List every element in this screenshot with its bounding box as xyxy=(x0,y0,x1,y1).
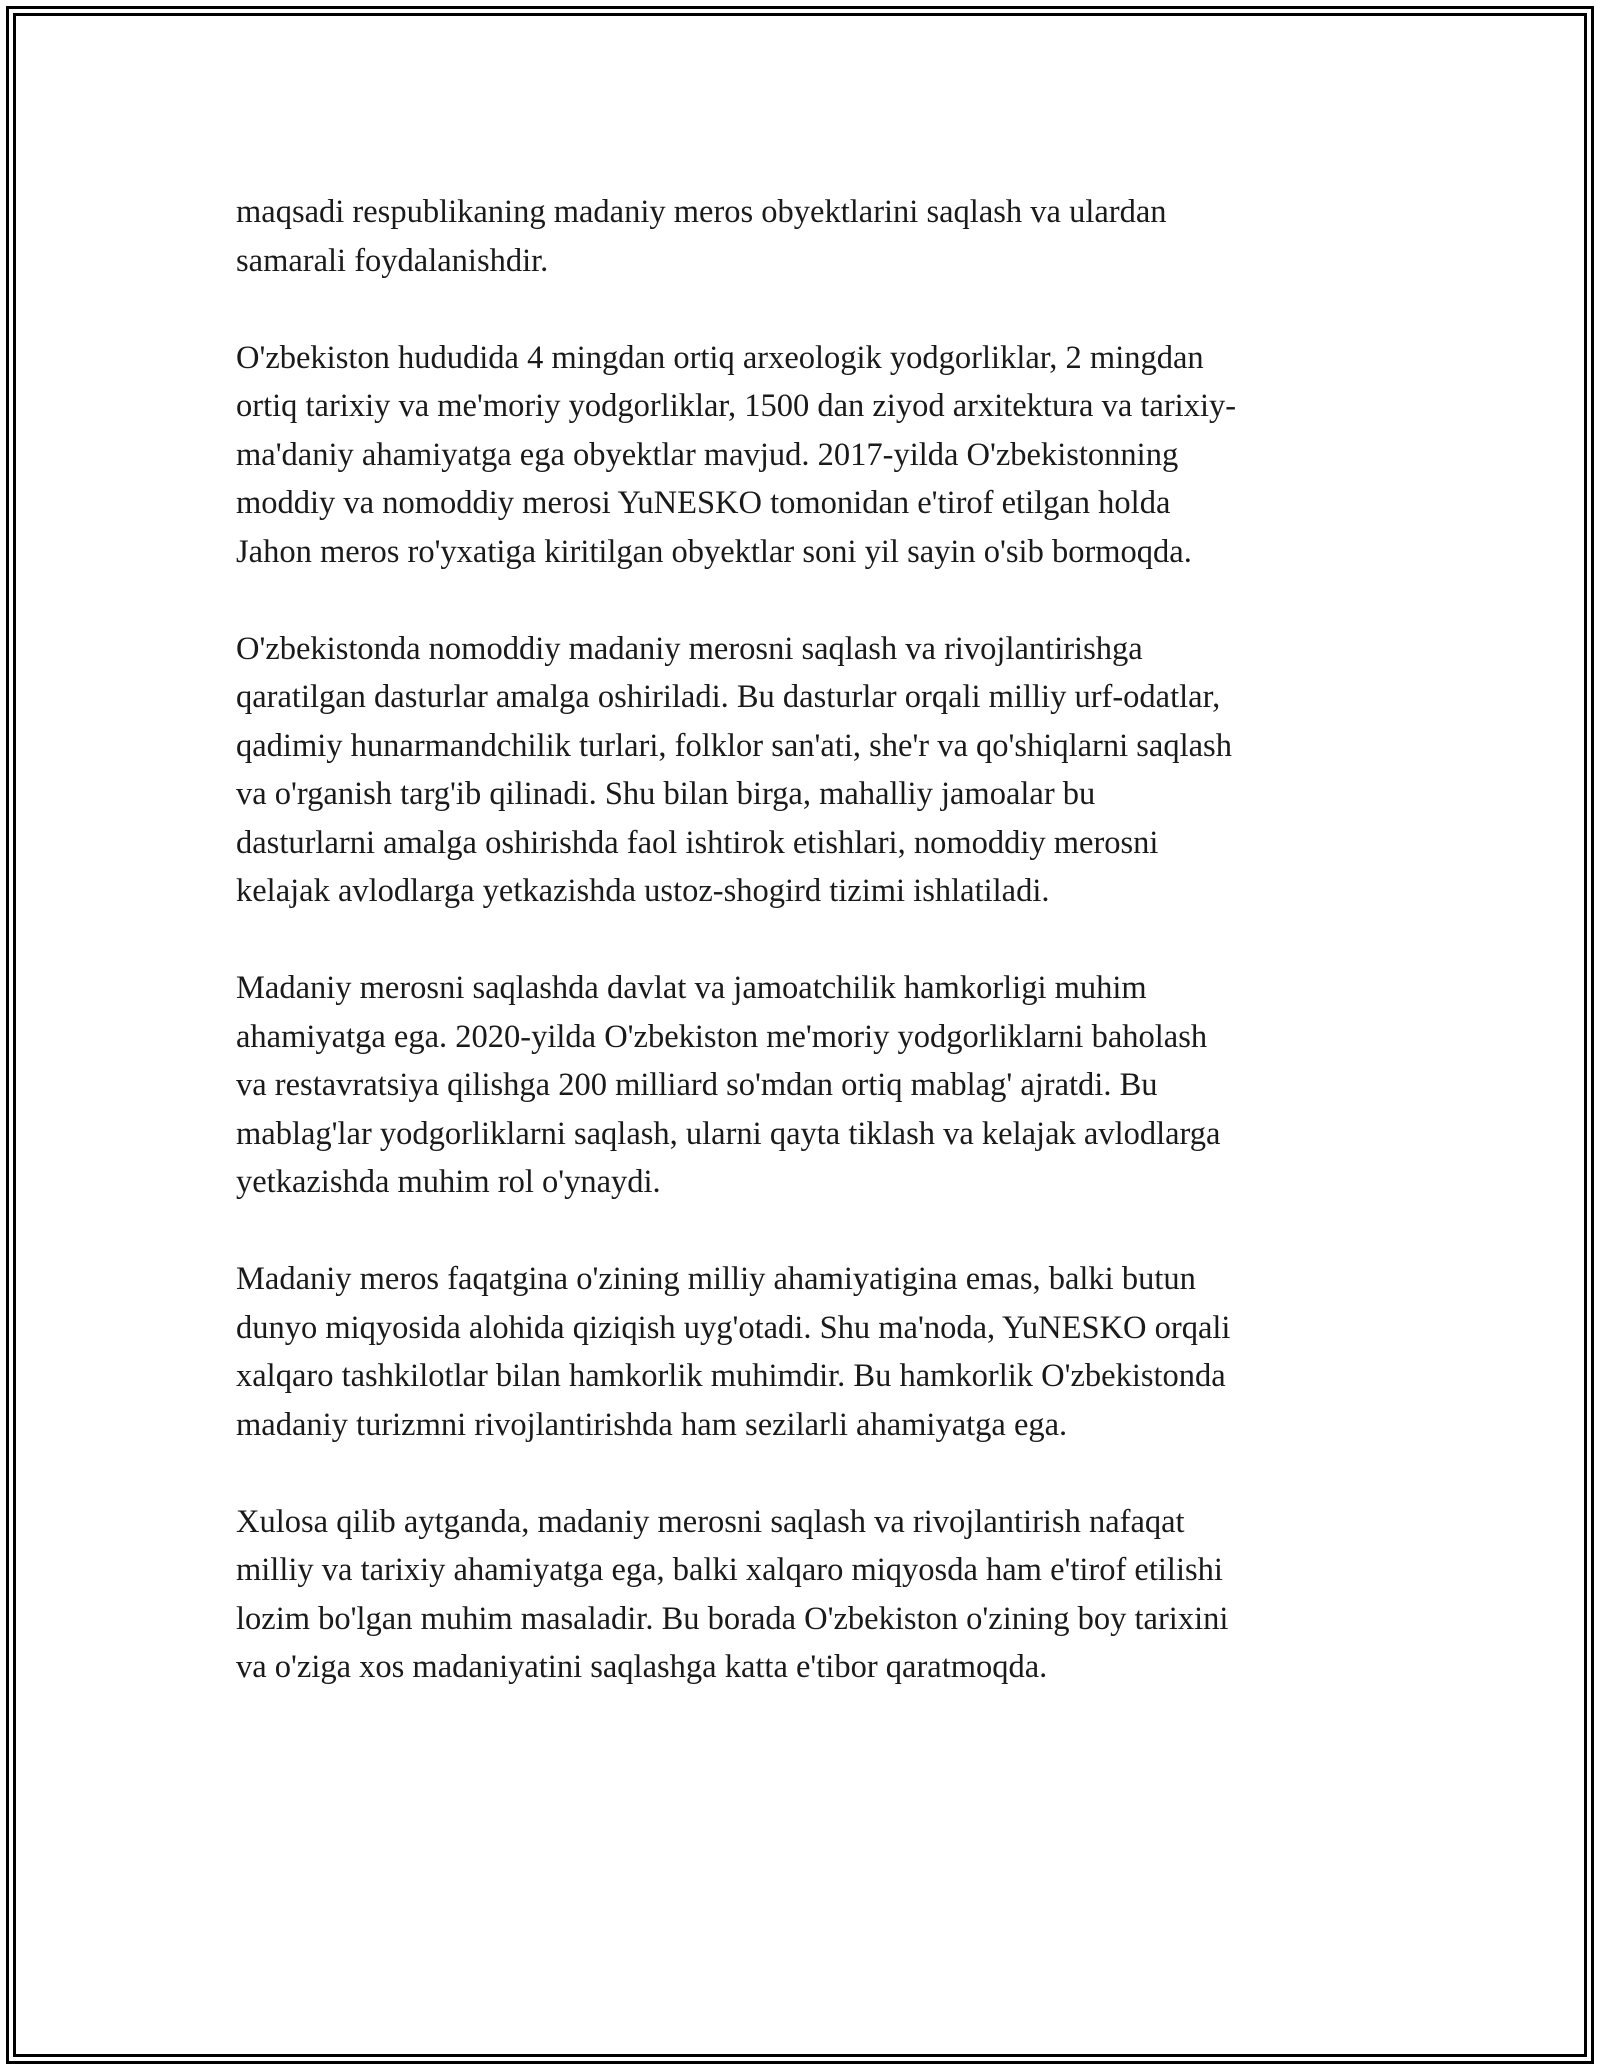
paragraph-5: Madaniy meros faqatgina o'zining milliy ahamiyatigina emas, balki butun dunyo miqyosida alohida qiziqish uyg'otadi. Shu ma'noda, YuNESKO orqali xalqaro tashkilotlar bilan hamkorlik muhimdir. Bu hamkorlik O'zbekistonda madaniy turizmni rivojlantirishda ham sezilarli ahamiyatga ega. xyxy=(236,1261,1231,1443)
paragraph-6: Xulosa qilib aytganda, madaniy merosni saqlash va rivojlantirish nafaqat milliy va tarixiy ahamiyatga ega, balki xalqaro miqyosda ham e'tirof etilishi lozim bo'lgan muhim masaladir. Bu borada O'zbekiston o'zining boy tarixini va o'ziga xos madaniyatini saqlashga katta e'tibor qaratmoqda. xyxy=(236,1503,1229,1685)
paragraph-4: Madaniy merosni saqlashda davlat va jamoatchilik hamkorligi muhim ahamiyatga ega. 2020-yilda O'zbekiston me'moriy yodgorliklarni baholash va restavratsiya qilishga 200 milliard so'mdan ortiq mablag' ajratdi. Bu mablag'lar yodgorliklarni saqlash, ularni qayta tiklash va kelajak avlodlarga yetkazishda muhim rol o'ynaydi. xyxy=(236,970,1221,1200)
document-body xyxy=(236,188,1376,1740)
paragraph-1: maqsadi respublikaning madaniy meros obyektlarini saqlash va ulardan samarali foydalanishdir. xyxy=(236,194,1167,279)
paragraph-2: O'zbekiston hududida 4 mingdan ortiq arxeologik yodgorliklar, 2 mingdan ortiq tarixiy va me'moriy yodgorliklar, 1500 dan ziyod arxitektura va tarixiy- ma'daniy ahamiyatga ega obyektlar mavjud. 2017-yilda O'zbekistonning moddiy va nomoddiy merosi YuNESKO tomonidan e'tirof etilgan holda Jahon meros ro'yxatiga kiritilgan obyektlar soni yil sayin o'sib bormoqda. xyxy=(236,339,1237,570)
paragraph-3: O'zbekistonda nomoddiy madaniy merosni saqlash va rivojlantirishga qaratilgan dasturlar amalga oshiriladi. Bu dasturlar orqali milliy urf-odatlar, qadimiy hunarmandchilik turlari, folklor san'ati, she'r va qo'shiqlarni saqlash va o'rganish targ'ib qilinadi. Shu bilan birga, mahalliy jamoalar bu dasturlarni amalga oshirishda faol ishtirok etishlari, nomoddiy merosni kelajak avlodlarga yetkazishda ustoz-shogird tizimi ishlatiladi. xyxy=(236,630,1232,909)
